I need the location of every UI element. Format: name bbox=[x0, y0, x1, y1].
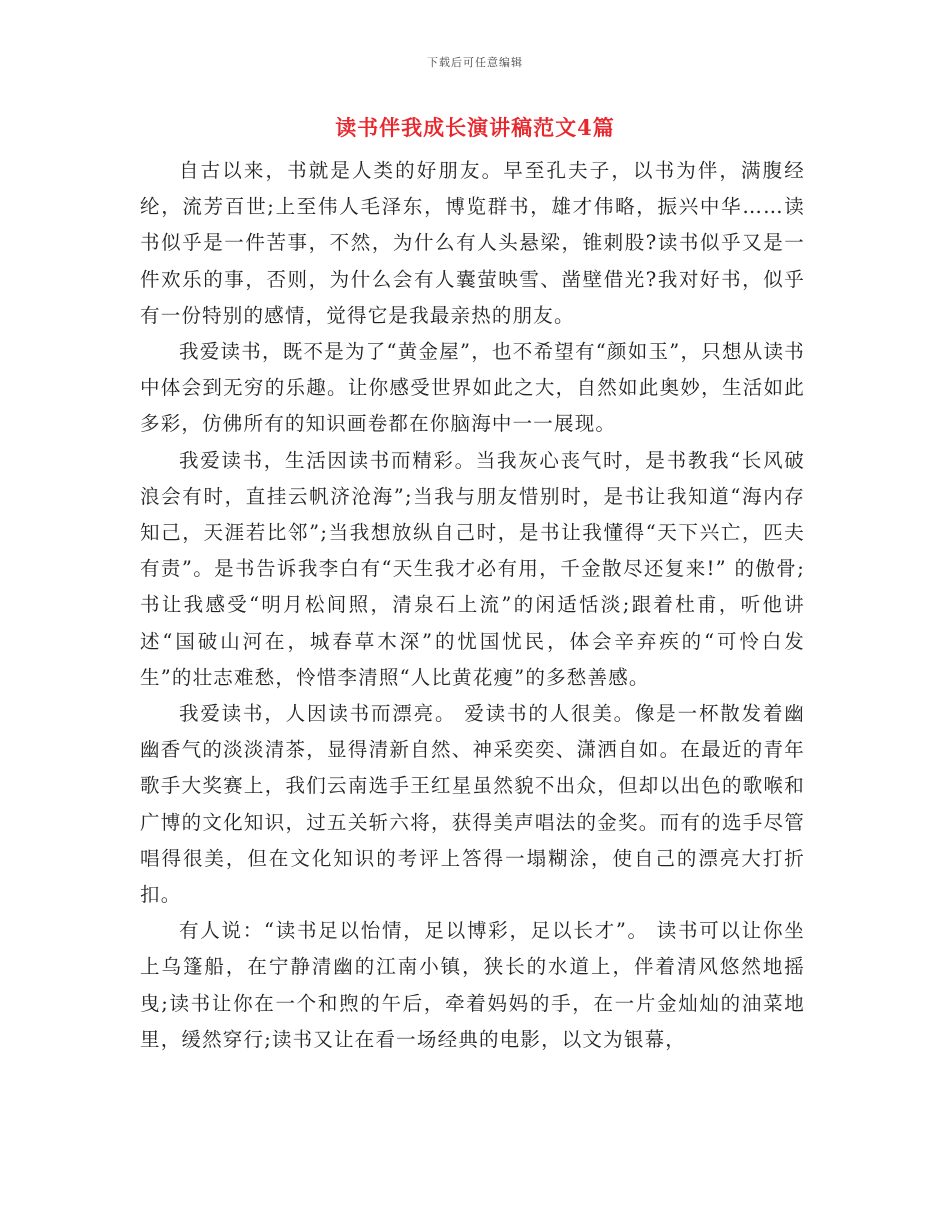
paragraph-4: 我爱读书，人因读书而漂亮。 爱读书的人很美。像是一杯散发着幽幽香气的淡淡清茶，显得清新自然、神采奕奕、潇洒自如。在最近的青年歌手大奖赛上，我们云南选手王红星虽然貌不出众，但却以出色的歌喉和广博的文化知识，过五关斩六将，获得美声唱法的金奖。而有的选手尽管唱得很美，但在文化知识的考评上答得一塌糊涂，使自己的漂亮大打折扣。 bbox=[140, 702, 805, 907]
document-body bbox=[140, 153, 805, 1058]
paragraph-5: 有人说：“读书足以怡情，足以博彩，足以长才”。 读书可以让你坐上乌篷船，在宁静清幽的江南小镇，狭长的水道上，伴着清风悠然地摇曳;读书让你在一个和煦的午后，牵着妈妈的手，在一片金灿灿的油菜地里，缓然穿行;读书又让在看一场经典的电影，以文为银幕， bbox=[140, 919, 805, 1051]
header-note: 下载后可任意编辑 bbox=[427, 56, 523, 69]
document-title: 读书伴我成长演讲稿范文4篇 bbox=[335, 115, 615, 140]
paragraph-1: 自古以来，书就是人类的好朋友。早至孔夫子，以书为伴，满腹经纶，流芳百世;上至伟人毛泽东，博览群书，雄才伟略，振兴中华……读书似乎是一件苦事，不然，为什么有人头悬梁，锥刺股?读书似乎又是一件欢乐的事，否则，为什么会有人囊萤映雪、凿壁借光?我对好书，似乎有一份特别的感情，觉得它是我最亲热的朋友。 bbox=[140, 159, 805, 327]
paragraph-3: 我爱读书，生活因读书而精彩。当我灰心丧气时，是书教我“长风破浪会有时，直挂云帆济沧海”;当我与朋友惜别时，是书让我知道“海内存知己，天涯若比邻”;当我想放纵自己时，是书让我懂得“天下兴亡，匹夫有责”。是书告诉我李白有“天生我才必有用，千金散尽还复来!” 的傲骨;书让我感受“明月松间照，清泉石上流”的闲适恬淡;跟着杜甫，听他讲述“国破山河在，城春草木深”的忧国忧民，体会辛弃疾的“可怜白发生”的壮志难愁，怜惜李清照“人比黄花瘦”的多愁善感。 bbox=[140, 448, 805, 689]
paragraph-2: 我爱读书，既不是为了“黄金屋”，也不希望有“颜如玉”，只想从读书中体会到无穷的乐趣。让你感受世界如此之大，自然如此奥妙，生活如此多彩，仿佛所有的知识画卷都在你脑海中一一展现。 bbox=[140, 340, 805, 436]
